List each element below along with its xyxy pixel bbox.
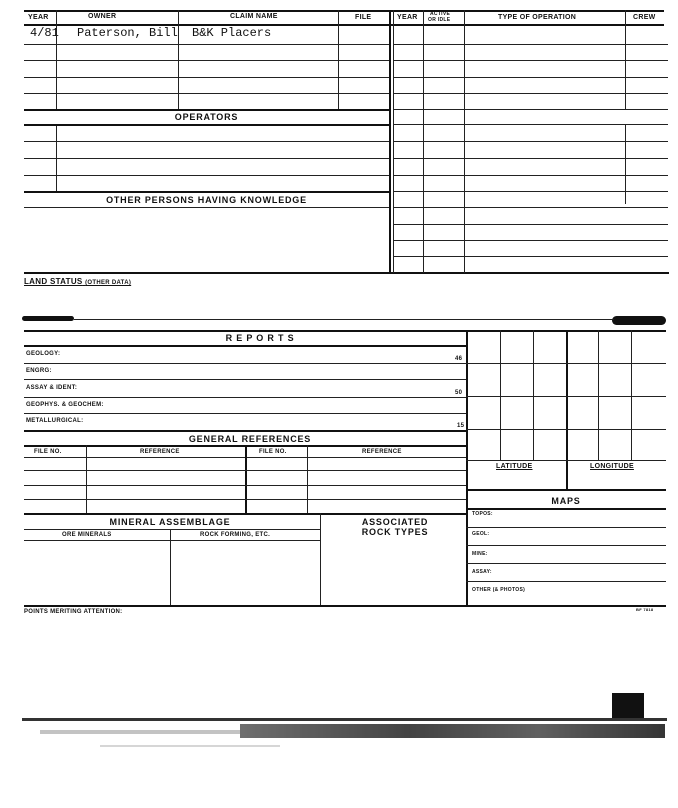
top-table-bottom [24,272,669,274]
report-metallurgical: METALLURGICAL: [26,418,84,424]
grid-hline [466,489,666,491]
associated-label: ASSOCIATED [361,517,429,527]
row-line [393,256,668,257]
grid-vline [500,330,501,460]
ore-minerals-label: ORE MINERALS [62,532,112,538]
col-or-idle: OR IDLE [428,17,451,23]
row-line [24,397,466,398]
scan-mark-right [612,316,666,325]
lower-bottom-border [24,605,666,607]
gr-reference-1: REFERENCE [140,449,180,455]
grid-vline [631,330,632,460]
row-line [24,363,466,364]
latitude-label: LATITUDE [496,463,533,470]
lower-top-border [24,330,666,332]
grid-vline [533,330,534,460]
row-line [24,430,466,432]
other-persons-title: OTHER PERSONS HAVING KNOWLEDGE [106,195,307,205]
row-line [24,141,389,142]
general-references-title: GENERAL REFERENCES [188,434,312,444]
row-line [393,240,668,241]
scan-band [240,724,665,738]
gr-file-no-1: FILE NO. [34,449,62,455]
maps-hline [466,508,666,510]
row-line [24,158,389,159]
row-line [24,93,389,94]
grid-hline [466,429,666,430]
row-line [393,109,668,110]
gr-vline [307,445,308,513]
col-crew: CREW [633,14,656,21]
maps-geol: GEOL: [472,531,490,537]
rock-forming-label: ROCK FORMING, ETC. [200,532,271,538]
top-border [24,10,664,12]
maps-hline [466,527,666,528]
scan-line [74,319,614,320]
row-line [24,191,389,193]
row-line [24,44,389,45]
entry-claim-name: B&K Placers [192,26,272,40]
longitude-label: LONGITUDE [590,463,634,470]
report-assay: ASSAY & IDENT: [26,385,78,391]
row-line [24,529,320,530]
row-line [24,175,389,176]
scan-block [612,693,644,721]
row-line [24,77,389,78]
row-line [393,44,668,45]
col-type-of-operation: TYPE OF OPERATION [498,14,577,21]
rock-types-label: ROCK TYPES [361,527,429,537]
gr-vline [86,445,87,513]
vline-main-divider [389,10,391,273]
report-assay-num: 50 [455,390,463,396]
operators-title: OPERATORS [174,112,239,122]
row-line [393,191,668,192]
maps-other: OTHER (& PHOTOS) [472,587,526,593]
row-line [24,207,389,208]
col-file: FILE [355,14,372,21]
maps-hline [466,545,666,546]
mineral-assemblage-title: MINERAL ASSEMBLAGE [109,517,231,527]
row-line [393,207,668,208]
maps-topos: TOPOS: [472,511,493,517]
vline-type-2 [625,124,626,204]
maps-mine: MINE: [472,551,488,557]
scan-band [22,718,667,721]
col-active: ACTIVE [430,11,451,17]
mineral-vline [170,529,171,606]
col-year: YEAR [28,14,49,21]
row-line [24,499,466,500]
report-geology-num: 46 [455,356,463,362]
land-status-label [24,277,131,286]
maps-hline [466,563,666,564]
points-meriting-attention: POINTS MERITING ATTENTION: [24,609,123,615]
row-line [24,345,466,347]
row-line [24,109,389,111]
grid-hline [466,460,666,461]
row-line [24,124,389,126]
row-line [393,124,668,125]
maps-title: MAPS [551,496,581,506]
row-line [393,93,668,94]
row-line [393,224,668,225]
vline-lower-main [466,330,468,606]
land-status-text: LAND STATUS [24,277,83,286]
maps-assay: ASSAY: [472,569,492,575]
scan-band [100,745,280,747]
row-line [24,379,466,380]
report-geology: GEOLOGY: [26,351,61,357]
row-line [24,60,389,61]
row-line [24,413,466,414]
report-geophys: GEOPHYS. & GEOCHEM: [26,402,104,408]
row-line [24,513,466,515]
gr-file-no-2: FILE NO. [259,449,287,455]
grid-hline [466,396,666,397]
scan-mark-left [22,316,74,321]
grid-vline [598,330,599,460]
row-line [24,470,466,471]
entry-owner: Paterson, Bill [77,26,178,40]
gr-vline [245,445,247,513]
maps-hline [466,581,666,582]
grid-hline [466,363,666,364]
col-year-2: YEAR [397,14,418,21]
row-line [393,158,668,159]
grid-vline [566,330,568,490]
col-claim-name: CLAIM NAME [230,13,278,20]
scan-band [40,730,240,734]
report-engrg: ENGRG: [26,368,52,374]
gr-reference-2: REFERENCE [362,449,402,455]
row-line [24,540,320,541]
reports-title: R E P O R T S [225,333,295,343]
mineral-vline [320,513,321,606]
row-line [393,175,668,176]
row-line [24,485,466,486]
report-metallurgical-num: 15 [457,423,465,429]
land-status-sub: (OTHER DATA) [85,280,132,286]
row-line [393,141,668,142]
row-line [393,77,668,78]
row-line [393,60,668,61]
entry-year: 4/81 [30,26,59,40]
col-owner: OWNER [88,13,117,20]
form-number: BF 7818 [636,607,654,612]
